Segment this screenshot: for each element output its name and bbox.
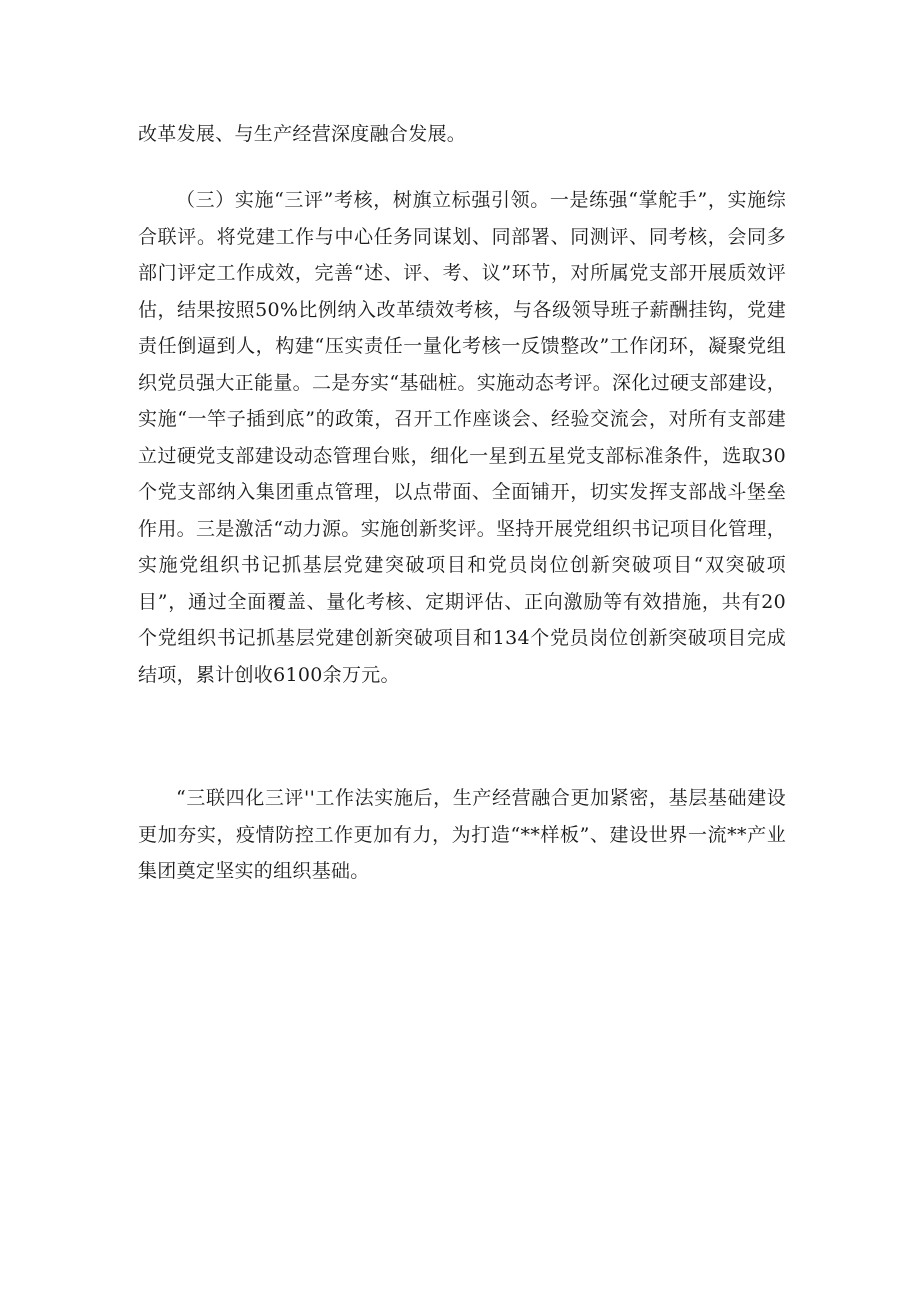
paragraph-text: “三联四化三评''工作法实施后，生产经营融合更加紧密，基层基础建设更加夯实，疫情防控工作更加有力，为打造“**样板”、建设世界一流**产业集团奠定坚实的组织基础。 xyxy=(138,787,786,882)
paragraph-text: （三）实施“三评”考核，树旗立标强引领。一是练强“掌舵手”，实施综合联评。将党建工作与中心任务同谋划、同部署、同测评、同考核，会同多部门评定工作成效，完善“述、评、考、议”环节，对所属党支部开展质效评估，结果按照50%比例纳入改革绩效考核，与各级领导班子薪酬挂钩，党建责任倒逼到人，构建“压实责任一量化考核一反馈整改”工作闭环，凝聚党组织党员强大正能量。二是夯实“基础桩。实施动态考评。深化过硬支部建设，实施“一竿子插到底”的政策，召开工作座谈会、经验交流会，对所有支部建立过硬党支部建设动态管理台账，细化一星到五星党支部标准条件，选取30个党支部纳入集团重点管理，以点带面、全面铺开，切实发挥支部战斗堡垒作用。三是激活“动力源。实施创新奖评。坚持开展党组织书记项目化管理，实施党组织书记抓基层党建突破项目和党员岗位创新突破项目“双突破项目”，通过全面覆盖、量化考核、定期评估、正向激励等有效措施，共有20个党组织书记抓基层党建创新突破项目和134个党员岗位创新突破项目完成结项，累计创收6100余万元。 xyxy=(138,189,786,686)
paragraph-three-evaluations xyxy=(138,182,786,693)
paragraph-text: 改革发展、与生产经营深度融合发展。 xyxy=(138,123,467,145)
paragraph-continuation xyxy=(138,116,786,153)
paragraph-conclusion xyxy=(138,780,786,890)
